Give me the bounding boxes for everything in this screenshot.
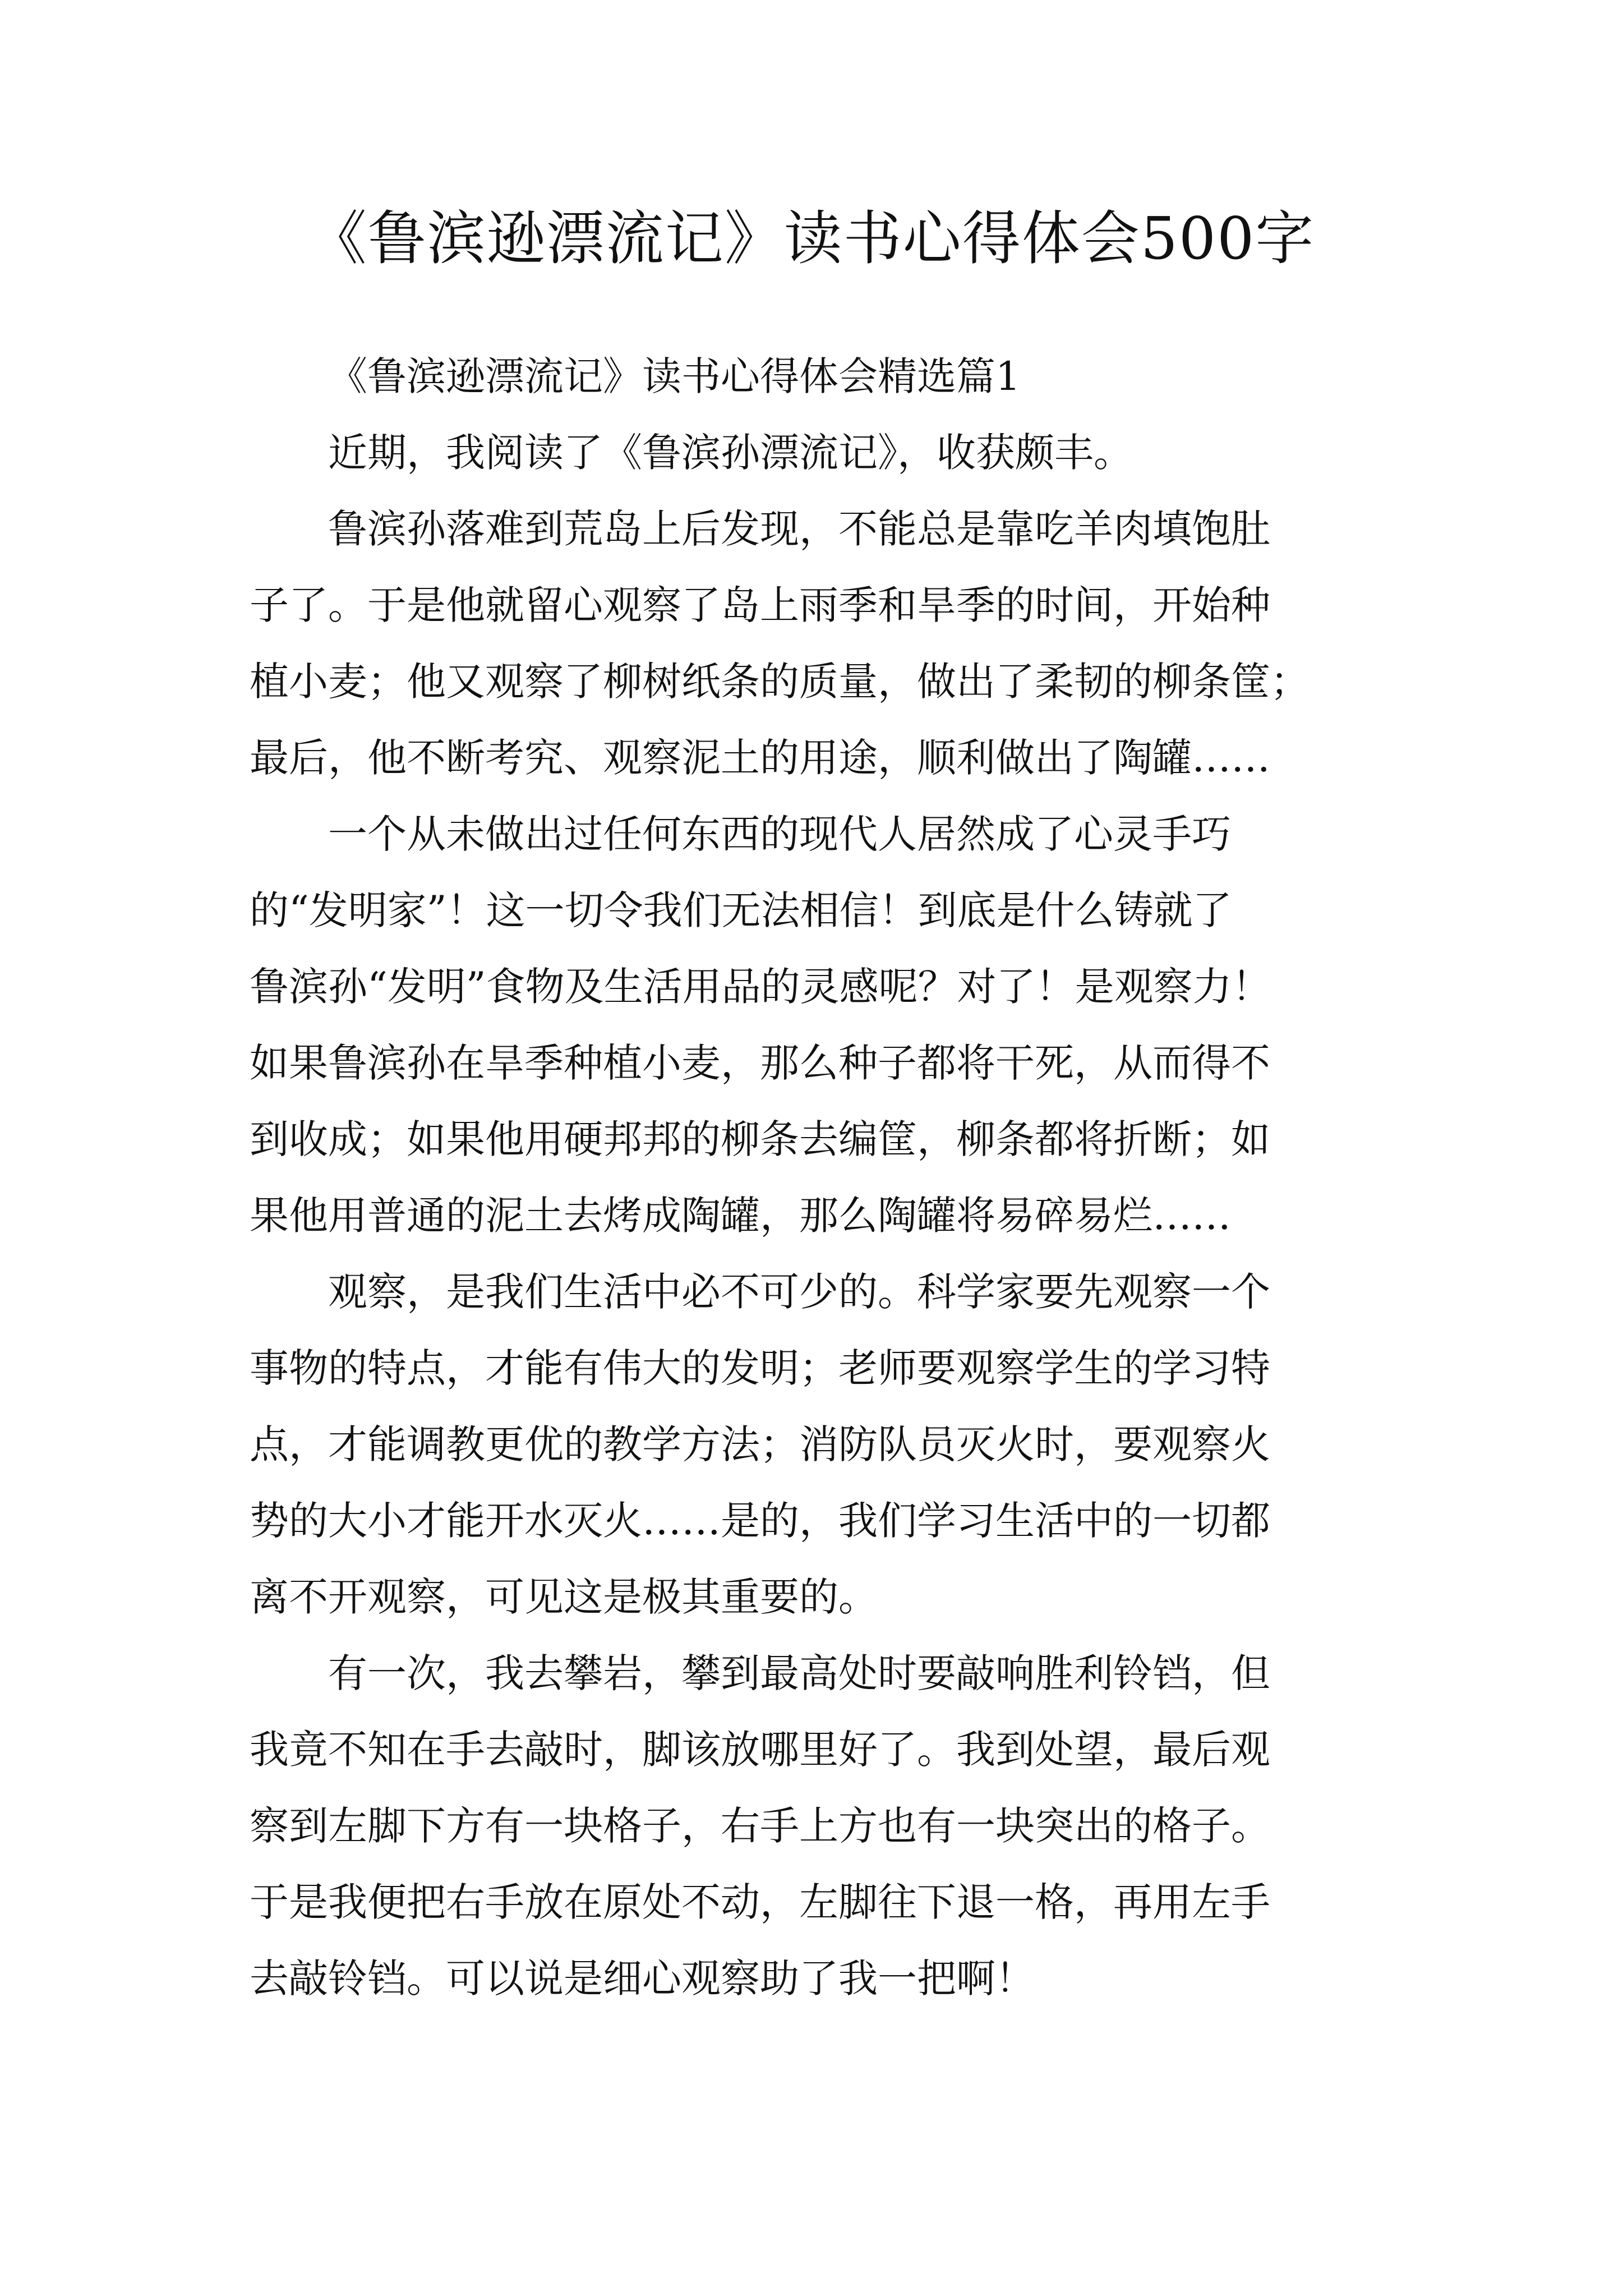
document-body [250, 338, 1394, 2017]
paragraph-line: 鲁滨孙“发明”食物及生活用品的灵感呢？对了！是观察力！ [250, 964, 1271, 1010]
paragraph-4 [250, 1254, 1394, 1635]
paragraph-line: 子了。于是他就留心观察了岛上雨季和旱季的时间，开始种 [250, 582, 1270, 628]
section-heading: 《鲁滨逊漂流记》读书心得体会精选篇1 [328, 353, 1021, 399]
paragraph-5 [250, 1635, 1394, 2017]
paragraph-line: 植小麦；他又观察了柳树纸条的质量，做出了柔韧的柳条筐； [250, 659, 1310, 705]
paragraph-3 [250, 796, 1394, 1254]
paragraph-line: 到收成；如果他用硬邦邦的柳条去编筐，柳条都将折断；如 [250, 1116, 1270, 1162]
paragraph-line: 于是我便把右手放在原处不动，左脚往下退一格，再用左手 [250, 1879, 1270, 1925]
paragraph-line: 点，才能调教更优的教学方法；消防队员灭火时，要观察火 [250, 1421, 1270, 1467]
document-title: 《鲁滨逊漂流记》读书心得体会500字 [308, 204, 1315, 273]
paragraph-line: 观察，是我们生活中必不可少的。科学家要先观察一个 [328, 1269, 1270, 1315]
paragraph-line: 最后，他不断考究、观察泥土的用途，顺利做出了陶罐…… [250, 735, 1270, 781]
paragraph-line: 去敲铃铛。可以说是细心观察助了我一把啊！ [250, 1955, 1035, 2001]
paragraph-line: 果他用普通的泥土去烤成陶罐，那么陶罐将易碎易烂…… [250, 1193, 1231, 1239]
paragraph-line: 我竟不知在手去敲时，脚该放哪里好了。我到处望，最后观 [250, 1727, 1270, 1773]
paragraph-line: 有一次，我去攀岩，攀到最高处时要敲响胜利铃铛，但 [328, 1650, 1270, 1696]
paragraph-line: 一个从未做出过任何东西的现代人居然成了心灵手巧 [328, 811, 1231, 857]
paragraph-line: 如果鲁滨孙在旱季种植小麦，那么种子都将干死，从而得不 [250, 1040, 1270, 1086]
paragraph-2 [250, 491, 1394, 796]
paragraph-line: 离不开观察，可见这是极其重要的。 [250, 1574, 878, 1620]
paragraph-line: 察到左脚下方有一块格子，右手上方也有一块突出的格子。 [250, 1803, 1270, 1849]
paragraph-line: 势的大小才能开水灭火……是的，我们学习生活中的一切都 [250, 1498, 1270, 1544]
paragraph-1 [250, 415, 1394, 491]
paragraph-line: 事物的特点，才能有伟大的发明；老师要观察学生的学习特 [250, 1345, 1270, 1391]
paragraph-line: 的“发明家”！这一切令我们无法相信！到底是什么铸就了 [250, 887, 1232, 933]
paragraph-line: 近期，我阅读了《鲁滨孙漂流记》，收获颇丰。 [328, 430, 1133, 476]
paragraph-line: 鲁滨孙落难到荒岛上后发现，不能总是靠吃羊肉填饱肚 [328, 506, 1270, 552]
